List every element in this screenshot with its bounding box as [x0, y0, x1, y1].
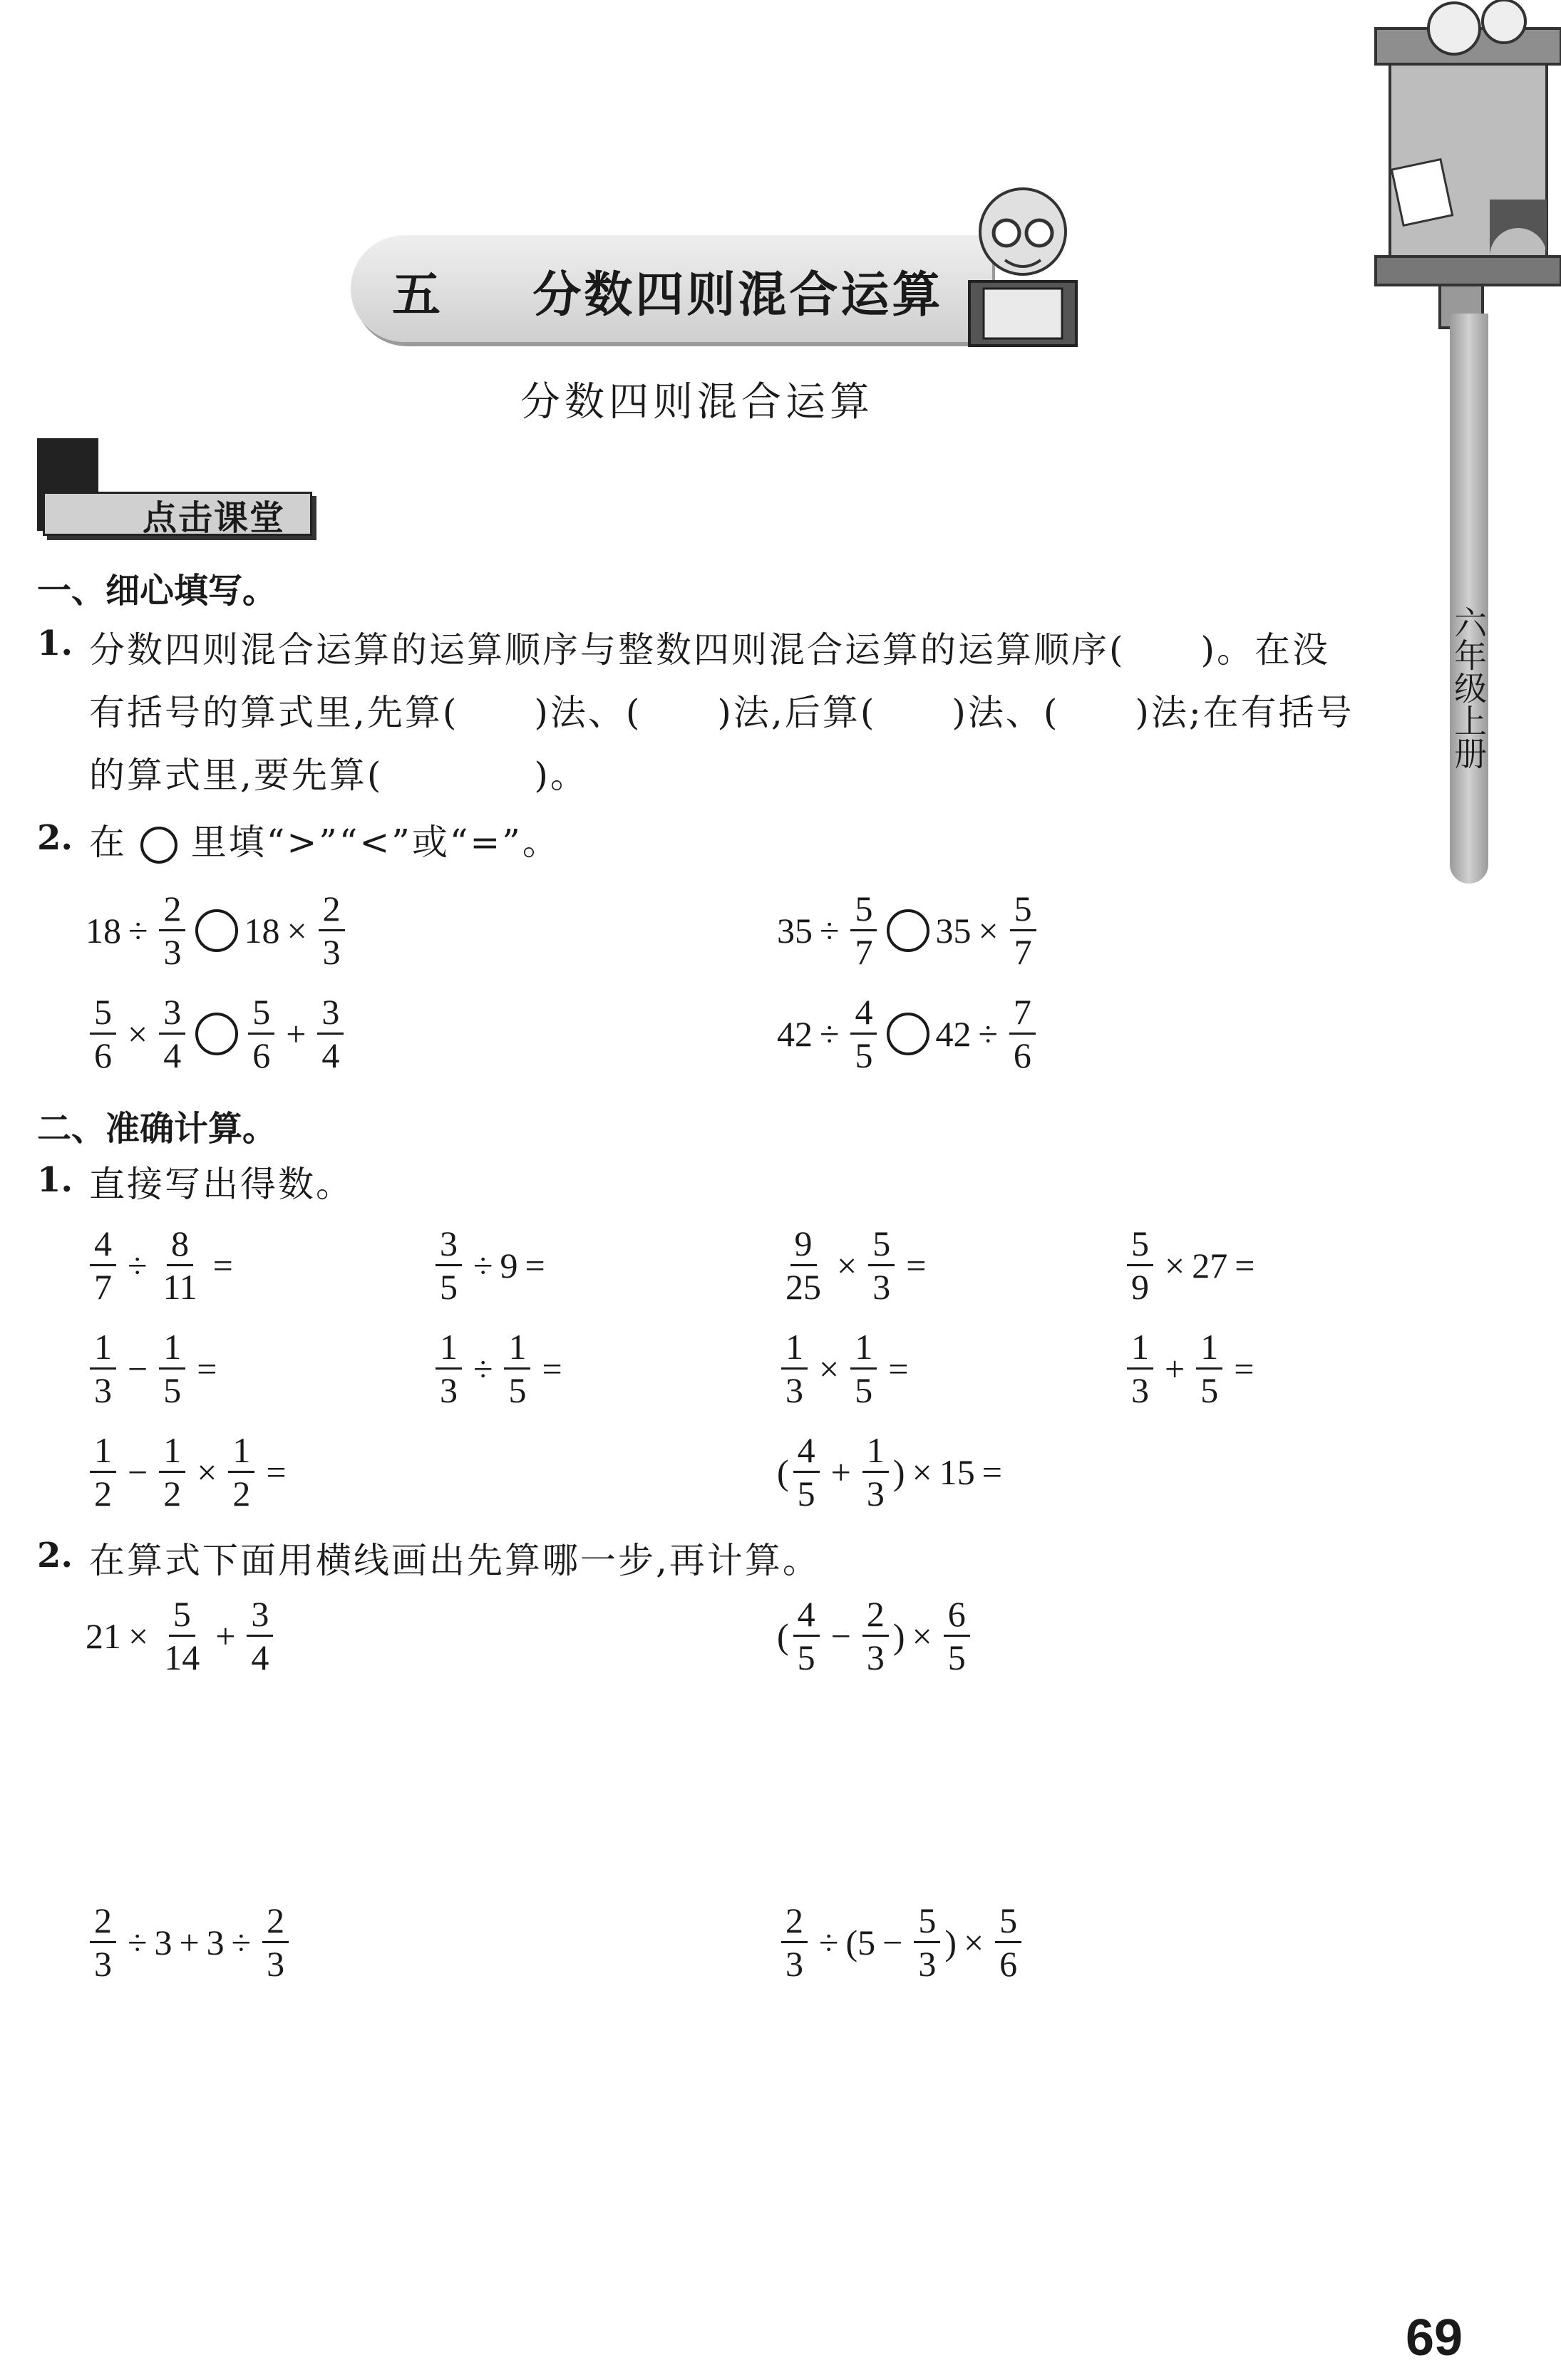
mascot-reading-book — [955, 182, 1083, 360]
compare-circle-4[interactable] — [887, 1013, 929, 1055]
grade-label: 六年级上册 — [1450, 606, 1488, 770]
p2-q1-number: 1. — [37, 1160, 73, 1200]
calc-5: $\frac{1}{3}$ − $\frac{1}{5}$ = — [86, 1329, 224, 1408]
section-title: 分数四则混合运算 — [520, 379, 874, 425]
compare-expr-4: 42 ÷ $\frac{4}{5}$ 42 ÷ $\frac{7}{6}$ — [777, 994, 1040, 1073]
compare-circle-3[interactable] — [195, 1013, 238, 1055]
q1-line3: 的算式里,要先算( )。 — [89, 755, 588, 796]
q2-instruction: 在 里填“>”“<”或“=”。 — [89, 822, 560, 863]
p2-q2-text: 在算式下面用横线画出先算哪一步,再计算。 — [89, 1540, 820, 1581]
step-calc-2: ( $\frac{4}{5}$ − $\frac{2}{3}$ ) × $\frac{6}{5}$ — [777, 1596, 974, 1675]
grade-side-tab — [1450, 314, 1488, 884]
calc-1: $\frac{4}{7}$ ÷ $\frac{8}{11}$ = — [86, 1226, 240, 1305]
compare-circle-2[interactable] — [887, 909, 929, 952]
compare-expr-1: 18 ÷ $\frac{2}{3}$ 18 × $\frac{2}{3}$ — [86, 891, 349, 970]
calc-6: $\frac{1}{3}$ ÷ $\frac{1}{5}$ = — [431, 1329, 570, 1408]
cartoon-illustration — [1333, 0, 1561, 371]
calc-8: $\frac{1}{3}$ + $\frac{1}{5}$ = — [1123, 1329, 1261, 1408]
step-calc-4: $\frac{2}{3}$ ÷ ( 5 − $\frac{5}{3}$ ) × $\frac{5}{6}$ — [777, 1903, 1026, 1982]
chapter-number: 五 — [392, 267, 444, 324]
compare-circle-1[interactable] — [195, 909, 238, 952]
compare-expr-3: $\frac{5}{6}$ × $\frac{3}{4}$ $\frac{5}{6}$ + $\frac{3}{4}$ — [86, 994, 348, 1073]
q1-line2: 有括号的算式里,先算( )法、( )法,后算( )法、( )法;在有括号 — [89, 692, 1354, 733]
calc-4: $\frac{5}{9}$ × 27 = — [1123, 1226, 1262, 1305]
calc-10: ( $\frac{4}{5}$ + $\frac{1}{3}$ ) × 15 = — [777, 1430, 1002, 1514]
step-calc-1: 21 × $\frac{5}{14}$ + $\frac{3}{4}$ — [86, 1596, 277, 1675]
part1-heading: 一、细心填写。 — [37, 571, 277, 611]
tag-label: 点击课堂 — [143, 500, 286, 537]
chapter-title — [392, 257, 943, 326]
page-number: 69 — [1406, 2309, 1463, 2366]
p2-q2-number: 2. — [37, 1536, 73, 1576]
q2-number: 2. — [37, 818, 73, 858]
q1-line1: 分数四则混合运算的运算顺序与整数四则混合运算的运算顺序( )。在没 — [89, 629, 1331, 671]
compare-expr-2: 35 ÷ $\frac{5}{7}$ 35 × $\frac{5}{7}$ — [777, 891, 1041, 970]
answer-circle-icon — [140, 827, 177, 864]
part2-heading: 二、准确计算。 — [37, 1109, 277, 1149]
calc-3: $\frac{9}{25}$ × $\frac{5}{3}$ = — [785, 1223, 927, 1307]
step-calc-3: $\frac{2}{3}$ ÷ 3 + 3 ÷ $\frac{2}{3}$ — [86, 1903, 293, 1982]
calc-7: $\frac{1}{3}$ × $\frac{1}{5}$ = — [777, 1329, 915, 1408]
p2-q1-text: 直接写出得数。 — [89, 1164, 354, 1205]
chapter-name: 分数四则混合运算 — [532, 267, 944, 324]
q1-number: 1. — [37, 624, 73, 663]
calc-9: $\frac{1}{2}$ − $\frac{1}{2}$ × $\frac{1}{2}$ = — [86, 1432, 294, 1511]
calc-2: $\frac{3}{5}$ ÷ 9 = — [431, 1226, 552, 1305]
